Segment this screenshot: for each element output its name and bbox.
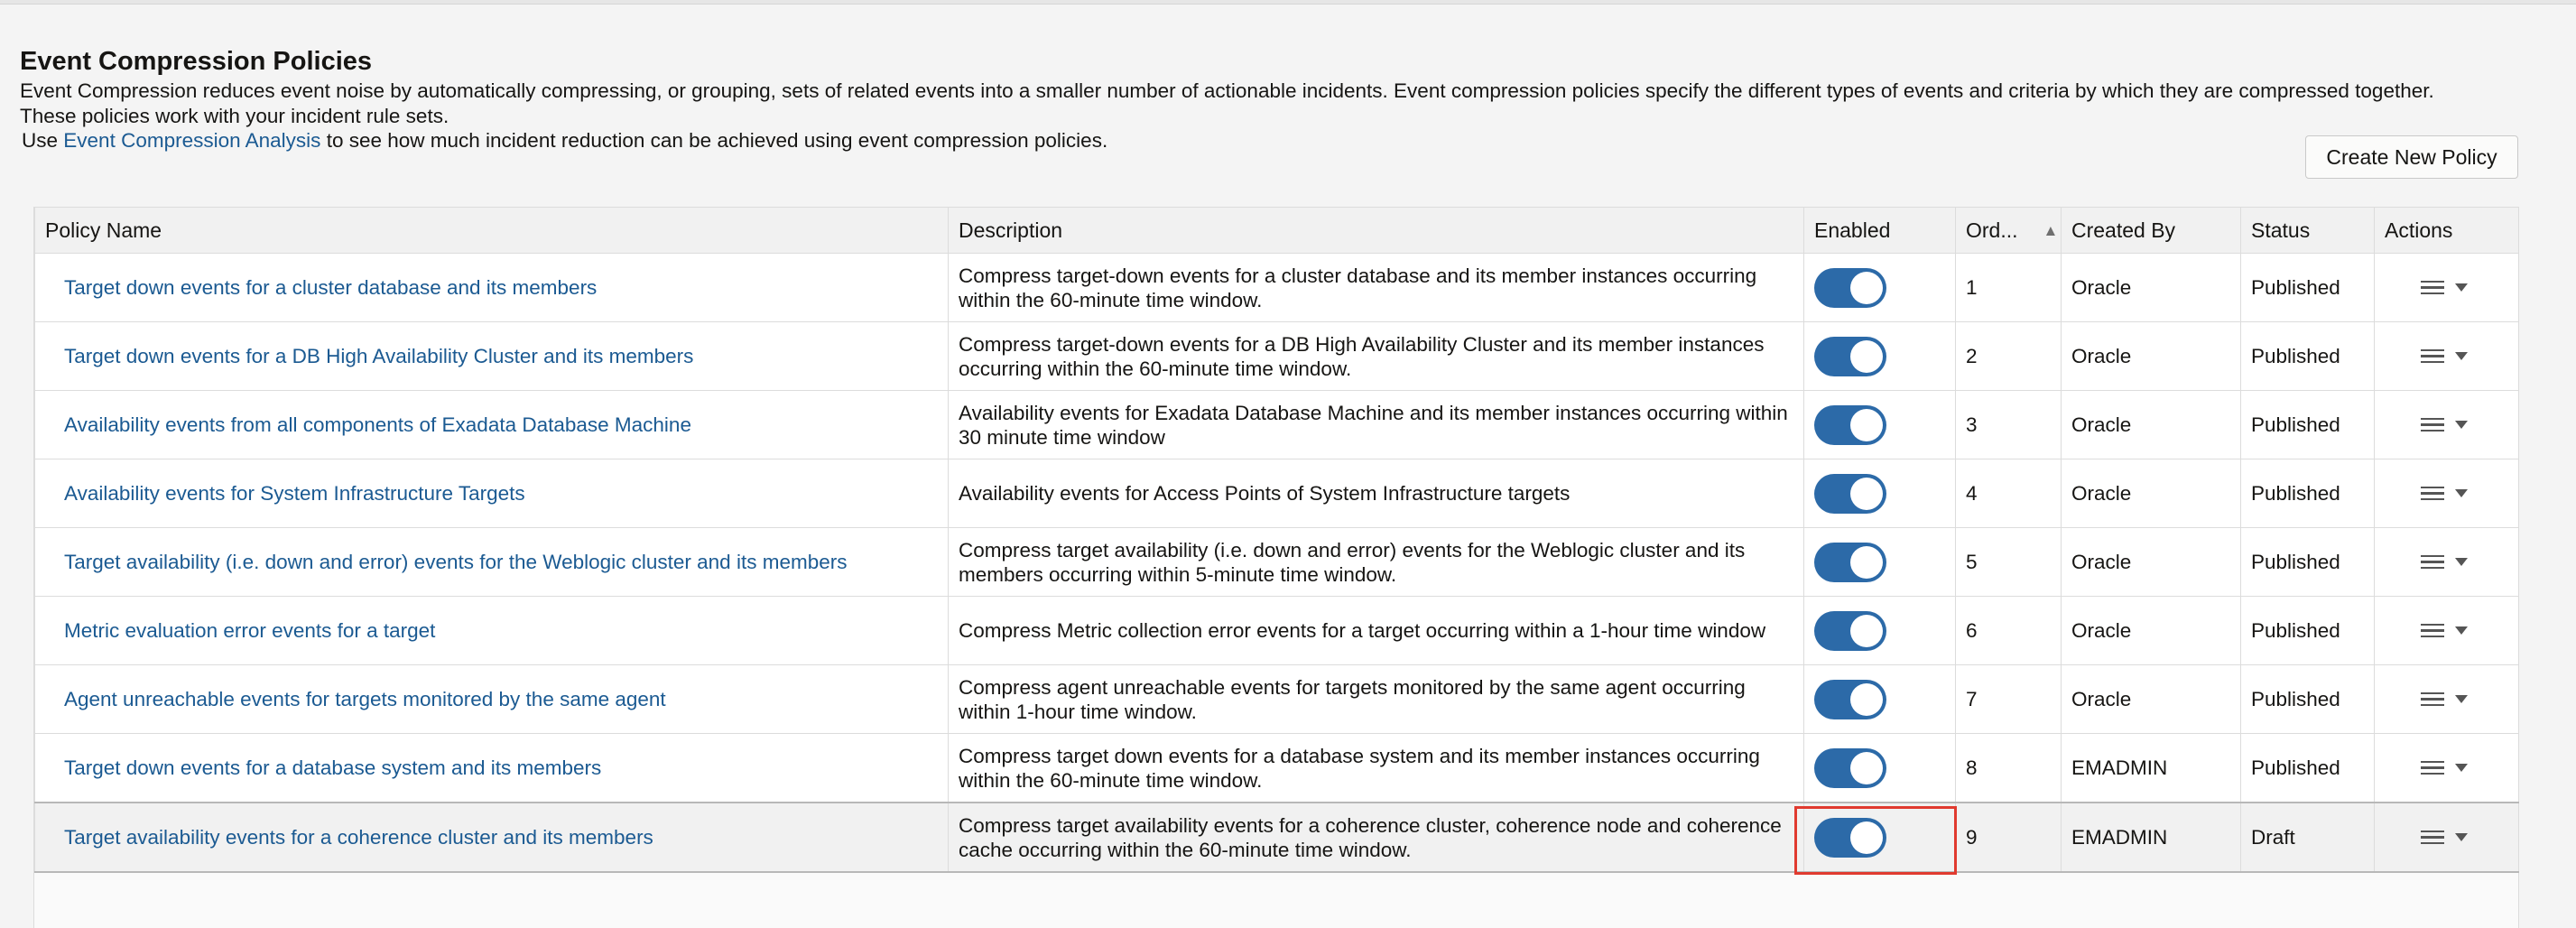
policy-order: 7 <box>1956 665 2062 734</box>
toggle-knob <box>1850 340 1883 373</box>
table-row[interactable] <box>35 597 2519 665</box>
enabled-toggle[interactable] <box>1814 543 1886 582</box>
analysis-hint-prefix: Use <box>22 129 59 152</box>
policy-order: 8 <box>1956 734 2062 803</box>
policy-status: Published <box>2241 254 2375 322</box>
hamburger-menu-icon <box>2421 418 2444 432</box>
toggle-knob <box>1850 478 1883 510</box>
toggle-knob <box>1850 272 1883 304</box>
hamburger-menu-icon <box>2421 281 2444 295</box>
column-header-order[interactable] <box>1956 208 2062 254</box>
policy-order: 5 <box>1956 528 2062 597</box>
policy-status: Published <box>2241 734 2375 803</box>
create-new-policy-button[interactable]: Create New Policy <box>2305 135 2518 179</box>
policy-order: 9 <box>1956 803 2062 872</box>
row-actions-menu[interactable] <box>2385 487 2508 501</box>
column-header-description[interactable]: Description <box>949 208 1804 254</box>
column-header-actions: Actions <box>2375 208 2519 254</box>
policy-created-by: EMADMIN <box>2062 734 2241 803</box>
table-body <box>35 254 2519 873</box>
policy-name-link[interactable]: Availability events from all components of Exadata Database Machine <box>64 413 691 436</box>
policy-description: Availability events for Access Points of System Infrastructure targets <box>949 459 1804 528</box>
policy-name-cell <box>35 803 949 872</box>
policy-created-by: Oracle <box>2062 322 2241 391</box>
sort-ascending-icon[interactable]: ▲ <box>2043 222 2059 240</box>
policy-status: Published <box>2241 391 2375 459</box>
description-line-2: These policies work with your incident rule sets. <box>20 105 449 127</box>
page-description <box>20 79 2547 129</box>
column-header-policy-name[interactable]: Policy Name <box>35 208 949 254</box>
enabled-cell <box>1804 803 1956 872</box>
policy-created-by: Oracle <box>2062 254 2241 322</box>
enabled-cell <box>1804 391 1956 459</box>
actions-cell <box>2375 391 2519 459</box>
policy-name-link[interactable]: Target availability events for a coherence cluster and its members <box>64 825 653 849</box>
policy-status: Published <box>2241 665 2375 734</box>
event-compression-analysis-link[interactable]: Event Compression Analysis <box>63 129 321 152</box>
policy-name-cell <box>35 734 949 803</box>
policy-description: Compress target availability events for a coherence cluster, coherence node and coherence cache occurring within the 60-minute time window. <box>949 803 1804 872</box>
policy-order: 3 <box>1956 391 2062 459</box>
actions-cell <box>2375 803 2519 872</box>
policy-created-by: Oracle <box>2062 459 2241 528</box>
column-header-enabled[interactable]: Enabled <box>1804 208 1956 254</box>
policy-name-link[interactable]: Availability events for System Infrastructure Targets <box>64 481 525 505</box>
enabled-toggle[interactable] <box>1814 748 1886 788</box>
enabled-toggle[interactable] <box>1814 405 1886 445</box>
table-row[interactable] <box>35 665 2519 734</box>
actions-cell <box>2375 597 2519 665</box>
policy-name-link[interactable]: Metric evaluation error events for a target <box>64 618 436 642</box>
chevron-down-icon <box>2455 489 2468 497</box>
enabled-cell <box>1804 665 1956 734</box>
actions-cell <box>2375 528 2519 597</box>
chevron-down-icon <box>2455 695 2468 703</box>
policy-name-cell <box>35 597 949 665</box>
policies-table <box>34 207 2519 873</box>
policy-description: Compress target-down events for a cluster database and its member instances occurring within the 60-minute time window. <box>949 254 1804 322</box>
policy-status: Published <box>2241 597 2375 665</box>
policy-status: Draft <box>2241 803 2375 872</box>
policy-name-cell <box>35 665 949 734</box>
toggle-knob <box>1850 821 1883 854</box>
hamburger-menu-icon <box>2421 349 2444 364</box>
table-row[interactable] <box>35 391 2519 459</box>
chevron-down-icon <box>2455 283 2468 292</box>
policy-name-cell <box>35 391 949 459</box>
hamburger-menu-icon <box>2421 624 2444 638</box>
table-row[interactable] <box>35 322 2519 391</box>
policy-order: 1 <box>1956 254 2062 322</box>
enabled-cell <box>1804 322 1956 391</box>
policy-order: 6 <box>1956 597 2062 665</box>
column-header-created-by[interactable]: Created By <box>2062 208 2241 254</box>
table-row[interactable] <box>35 254 2519 322</box>
table-row[interactable] <box>35 528 2519 597</box>
policy-name-link[interactable]: Target availability (i.e. down and error) events for the Weblogic cluster and its members <box>64 550 848 573</box>
table-header-row <box>35 208 2519 254</box>
chevron-down-icon <box>2455 626 2468 635</box>
toggle-knob <box>1850 546 1883 579</box>
enabled-toggle[interactable] <box>1814 268 1886 308</box>
chevron-down-icon <box>2455 421 2468 429</box>
description-line-1: Event Compression reduces event noise by automatically compressing, or grouping, sets of related events into a smaller number of actionable incidents. Event compression policies specify the different types of events and criteria by which they are compressed together. <box>20 79 2434 102</box>
policy-name-cell <box>35 322 949 391</box>
toggle-knob <box>1850 409 1883 441</box>
policy-name-cell <box>35 459 949 528</box>
policy-name-link[interactable]: Target down events for a DB High Availability Cluster and its members <box>64 344 694 367</box>
row-actions-menu[interactable] <box>2385 761 2508 775</box>
policy-created-by: Oracle <box>2062 665 2241 734</box>
toggle-knob <box>1850 752 1883 784</box>
chevron-down-icon <box>2455 764 2468 772</box>
hamburger-menu-icon <box>2421 692 2444 707</box>
row-actions-menu[interactable] <box>2385 692 2508 707</box>
enabled-toggle[interactable] <box>1814 474 1886 514</box>
actions-cell <box>2375 322 2519 391</box>
actions-cell <box>2375 254 2519 322</box>
policy-order: 4 <box>1956 459 2062 528</box>
policy-name-link[interactable]: Target down events for a cluster database and its members <box>64 275 598 299</box>
actions-cell <box>2375 459 2519 528</box>
actions-cell <box>2375 734 2519 803</box>
policy-created-by: Oracle <box>2062 597 2241 665</box>
enabled-cell <box>1804 597 1956 665</box>
enabled-toggle[interactable] <box>1814 611 1886 651</box>
policy-name-cell <box>35 528 949 597</box>
chevron-down-icon <box>2455 833 2468 841</box>
policy-name-link[interactable]: Target down events for a database system and its members <box>64 756 602 779</box>
column-header-order-label: Ord... <box>1966 218 2018 242</box>
enabled-toggle[interactable] <box>1814 337 1886 376</box>
row-actions-menu[interactable] <box>2385 349 2508 364</box>
top-border <box>0 0 2576 5</box>
policy-created-by: Oracle <box>2062 391 2241 459</box>
policy-description: Compress Metric collection error events for a target occurring within a 1-hour time window <box>949 597 1804 665</box>
policy-name-link[interactable]: Agent unreachable events for targets monitored by the same agent <box>64 687 666 710</box>
enabled-toggle[interactable] <box>1814 818 1886 858</box>
table-row[interactable] <box>35 459 2519 528</box>
hamburger-menu-icon <box>2421 831 2444 845</box>
hamburger-menu-icon <box>2421 761 2444 775</box>
analysis-hint-suffix: to see how much incident reduction can be achieved using event compression policies. <box>326 129 1108 152</box>
policy-description: Compress target down events for a database system and its member instances occurring within the 60-minute time window. <box>949 734 1804 803</box>
policy-description: Compress agent unreachable events for targets monitored by the same agent occurring within 1-hour time window. <box>949 665 1804 734</box>
policy-status: Published <box>2241 459 2375 528</box>
policy-description: Availability events for Exadata Database Machine and its member instances occurring within 30 minute time window <box>949 391 1804 459</box>
row-actions-menu[interactable] <box>2385 555 2508 570</box>
row-actions-menu[interactable] <box>2385 624 2508 638</box>
policy-name-cell <box>35 254 949 322</box>
policy-created-by: EMADMIN <box>2062 803 2241 872</box>
enabled-cell <box>1804 459 1956 528</box>
enabled-toggle[interactable] <box>1814 680 1886 719</box>
page-title: Event Compression Policies <box>20 47 373 76</box>
enabled-cell <box>1804 734 1956 803</box>
policies-table-container <box>33 207 2519 928</box>
row-actions-menu[interactable] <box>2385 418 2508 432</box>
toggle-knob <box>1850 683 1883 716</box>
chevron-down-icon <box>2455 352 2468 360</box>
analysis-hint <box>22 128 1107 153</box>
table-row[interactable] <box>35 734 2519 803</box>
hamburger-menu-icon <box>2421 555 2444 570</box>
chevron-down-icon <box>2455 558 2468 566</box>
policy-order: 2 <box>1956 322 2062 391</box>
toggle-knob <box>1850 615 1883 647</box>
column-header-status[interactable]: Status <box>2241 208 2375 254</box>
policy-status: Published <box>2241 322 2375 391</box>
enabled-cell <box>1804 528 1956 597</box>
row-actions-menu[interactable] <box>2385 831 2508 845</box>
table-row-selected[interactable] <box>35 803 2519 872</box>
hamburger-menu-icon <box>2421 487 2444 501</box>
enabled-cell <box>1804 254 1956 322</box>
actions-cell <box>2375 665 2519 734</box>
row-actions-menu[interactable] <box>2385 281 2508 295</box>
policy-created-by: Oracle <box>2062 528 2241 597</box>
policy-status: Published <box>2241 528 2375 597</box>
policy-description: Compress target-down events for a DB High Availability Cluster and its member instances occurring within the 60-minute time window. <box>949 322 1804 391</box>
policy-description: Compress target availability (i.e. down and error) events for the Weblogic cluster and its members occurring within 5-minute time window. <box>949 528 1804 597</box>
